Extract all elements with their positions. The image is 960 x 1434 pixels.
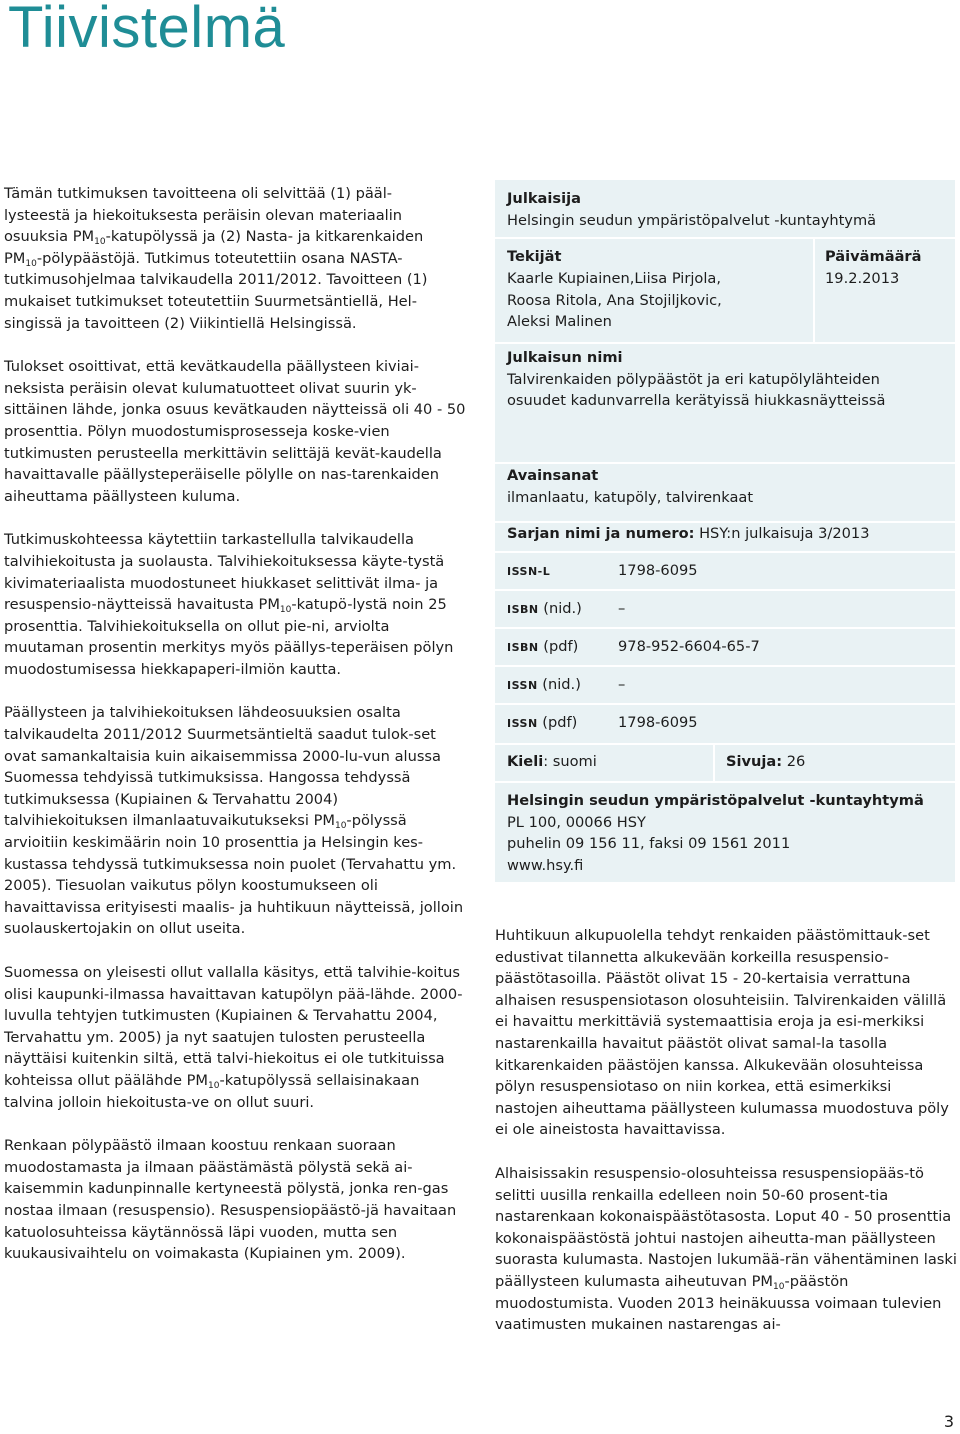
id-row-issn-pdf: ISSN (pdf) 1798-6095 <box>495 705 955 745</box>
series-row: Sarjan nimi ja numero: HSY:n julkaisuja 3/2013 <box>495 523 955 553</box>
publisher-row: Julkaisija Helsingin seudun ympäristöpalvelut -kuntayhtymä <box>495 180 955 239</box>
left-text-column <box>4 183 466 1287</box>
paragraph-low-resuspension: Alhaisissakin resuspensio-olosuhteissa resuspensiopääs-tö selitti uusilla renkailla edelleen noin 50-60 prosent-tia nastarenkaan kokonaispäästötasosta. Loput 40 - 50 prosenttia kokonaispäästöstä johtui nastojen aiheutta-man päällysteen suorasta kulumasta. Nastojen lukumää-rän vähentäminen laski päällysteen kulumasta aiheutuvan $PM_{10}$-päästön muodostumista. Vuoden 2013 heinäkuussa voimaan tulevien vaatimusten mukainen nastarengas ai- <box>495 1164 957 1334</box>
authors-row: Tekijät Kaarle Kupiainen,Liisa Pirjola, Roosa Ritola, Ana Stojiljkovic, Aleksi Malinen Päivämäärä 19.2.2013 <box>495 239 955 344</box>
paragraph-objectives: Tämän tutkimuksen tavoitteena oli selvittää (1) pääl- lysteestä ja hiekoituksesta peräisin olevan materiaalin osuuksia $PM_{10}$-katupölyssä ja (2) Nasta- ja kitkarenkaiden $PM_{10}$-pölypäästöjä. Tutkimus toteutettiin osana NASTA- tutkimusohjelmaa talvikaudella 2011/2012. Tavoitteen (1) mukaiset tutkimukset toteutettiin Suurmetsäntiellä, Hel- singissä ja tavoitteen (2) Viikintiellä Helsingissä. <box>4 185 428 332</box>
paragraph-sanding: Tutkimuskohteessa käytettiin tarkastellulla talvikaudella talvihiekoitusta ja suolausta. Talvihiekoituksessa käyte-tystä kivimateriaalista muodostuneet hiukkaset selittivät ilma- ja resuspensio-näytteissä havaitusta $PM_{10}-katupö$-lystä noin 25 prosenttia. Talvihiekoituksella on ollut pie-ni, arviolta muutaman prosentin merkitys myös päällys-teperäisen pölyn muodostumisessa hiekkapaperi-ilmiön kautta. <box>4 531 454 678</box>
publication-name-row: Julkaisun nimi Talvirenkaiden pölypäästöt ja eri katupölylähteiden osuudet kadunvarrella kerätyissä hiukkasnäytteissä <box>495 344 955 464</box>
website-link[interactable]: www.hsy.fi <box>507 857 584 874</box>
paragraph-april-measurements: Huhtikuun alkupuolella tehdyt renkaiden päästömittauk-set edustivat tilannetta alkukevään korkeilla resuspensio-päästötasoilla. Päästöt olivat 15 - 20-kertaisia verrattuna alhaisen resuspensiotason olosuhteisiin. Talvirenkaiden välillä ei havaittu merkittäviä systemaattisia eroja ja esi-merkiksi nastarenkailla havaitut päästöt olivat samal-la tasolla kitkarenkaiden päästöjen kanssa. Alkukevään olosuhteissa pölyn resuspensiotaso on niin korkea, että esimerkiksi nastojen aiheuttama päällysteen kulumassa muodostuva pöly ei ole aineistosta havaittavissa. <box>495 927 949 1139</box>
id-row-issn-nid: ISSN (nid.) – <box>495 667 955 705</box>
page-number: 3 <box>943 1412 954 1431</box>
right-text-column <box>495 925 957 1358</box>
paragraph-source-shares: Päällysteen ja talvihiekoituksen lähdeosuuksien osalta talvikaudelta 2011/2012 Suurmetsäntieltä saadut tulok-set ovat samankaltaisia kuin aikaisemmissa 2000-lu-vun alussa Suomessa tehdyissä tutkimuksissa. Hangossa tehdyssä tutkimuksessa (Kupiainen & Tervahattu 2004) talvihiekoituksen ilmanlaatuvaikutukseksi $PM_{10}$-pölyssä arvioitiin keskimäärin noin 10 prosenttia ja Helsingin kes-kustassa tehdyssä tutkimuksessa noin puolet (Tervahattu ym. 2005). Tiesuolan vaikutus pölyn koostumukseen oli havaittavissa erityisesti maalis- ja huhtikuun näytteissä, jolloin suolauskertojakin on ollut useita. <box>4 704 464 938</box>
paragraph-results: Tulokset osoittivat, että kevätkaudella päällysteen kiviai-neksista peräisin olevat kulumatuotteet olivat suurin yk-sittäinen lähde, jonka osuus kevätkauden näytteissä oli 40 - 50 prosenttia. Pölyn muodostumisprosesseja koske-vien tutkimusten perusteella merkittävin selittäjä kevät-kaudella havaittavalle päällysteperäiselle pölylle on nas-tarenkaiden aiheuttama päällysteen kuluma. <box>4 358 466 505</box>
id-row-issnl: ISSN-L 1798-6095 <box>495 553 955 591</box>
page-title: Tiivistelmä <box>8 0 286 60</box>
paragraph-general-view: Suomessa on yleisesti ollut vallalla käsitys, että talvihie-koitus olisi kaupunki-ilmassa havaittavan katupölyn pää-lähde. 2000-luvulla tehtyjen tutkimusten (Kupiainen & Tervahattu 2004, Tervahattu ym. 2005) ja nyt saatujen tulosten perusteella näyttäisi kuitenkin siltä, että talvi-hiekoitus ei ole tutkituissa kohteissa ollut päälähde $PM_{10}$-katupölyssä sellaisinakaan talvina jolloin hiekoitusta-ve on ollut suuri. <box>4 964 463 1111</box>
id-row-isbn-nid: ISBN (nid.) – <box>495 591 955 629</box>
contact-row: Helsingin seudun ympäristöpalvelut -kuntayhtymä PL 100, 00066 HSY puhelin 09 156 11, faksi 09 1561 2011 www.hsy.fi <box>495 783 955 882</box>
id-row-isbn-pdf: ISBN (pdf) 978-952-6604-65-7 <box>495 629 955 667</box>
keywords-row: Avainsanat ilmanlaatu, katupöly, talvirenkaat <box>495 464 955 523</box>
language-pages-row: Kieli: suomi Sivuja: 26 <box>495 745 955 783</box>
paragraph-tyre-emission: Renkaan pölypäästö ilmaan koostuu renkaan suoraan muodostamasta ja ilmaan päästämästä pölystä sekä ai-kaisemmin kadunpinnalle kertyneestä pölystä, jonka ren-gas nostaa ilmaan (resuspensio). Resuspensiopäästö-jä havaitaan katuolosuhteissa käytännössä läpi vuoden, mutta sen kuukausivaihtelu on voimakasta (Kupiainen ym. 2009). <box>4 1137 457 1263</box>
publication-info-box <box>495 180 955 882</box>
